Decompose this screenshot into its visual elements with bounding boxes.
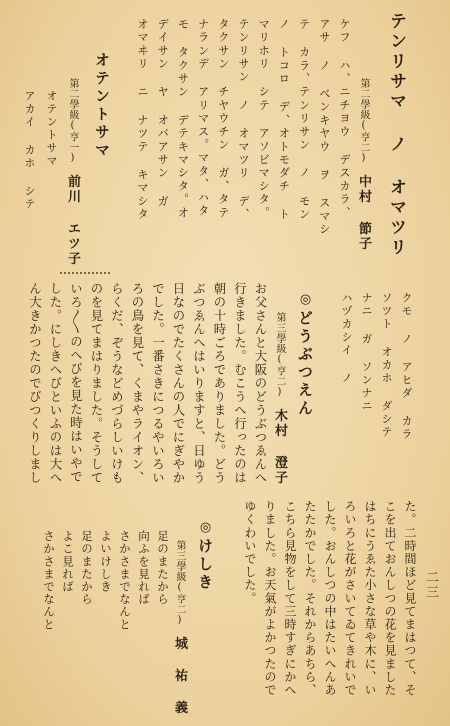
essay1c-line: たたかでした。それからあちら、 <box>303 500 317 697</box>
poem1-line: マリホリ シテ アソビマシタ。 <box>257 18 271 220</box>
poem1-author-name: 中村 節子 <box>356 174 371 252</box>
essay1-author-name: 木村 澄子 <box>272 408 287 486</box>
poem1c-line: ソツト オカホ ダシテ <box>380 292 393 439</box>
essay1-line: でした。一番さきにつるやいろい <box>150 282 166 485</box>
essay1c-line: ろいろと花がさいてゐてきれいで <box>343 500 357 697</box>
essay1-line: ろの鳥を見て、くまやライオン、 <box>130 282 145 485</box>
poem3-line: よこ見れば <box>61 530 75 593</box>
essay1-author <box>273 312 286 486</box>
poem1-line: テンリサン ノ オマツリ デ、 <box>237 18 250 222</box>
poem1-line: ナランデ アリマス。マタ、ハタ <box>196 18 210 218</box>
essay1-line: いろ〳〵のへびを見た時はいやで <box>68 282 84 484</box>
essay1-line: した。にしきへびといふのは大へ <box>48 282 63 485</box>
poem1-line: アサ ノ ベンキヤウ ヲ スマシ <box>317 18 331 237</box>
poem1-title: テンリサマ ノ オマツリ <box>386 12 406 258</box>
poem2-line-1: オテントサマ <box>45 90 58 168</box>
double-circle-icon: ◎ <box>198 520 213 538</box>
essay1-line: ぶつゑんへはいりますと、日ゆう <box>191 282 207 485</box>
poem2-author-grade: 第二學級(亨一) <box>67 78 78 164</box>
poem1-line: ケフ ハ、ニチヨウ デスカラ、 <box>338 18 351 220</box>
poem1c-line: ハヅカシイ ノ <box>340 292 353 385</box>
divider-rule <box>60 272 110 274</box>
page-number: 二三 <box>423 570 438 600</box>
essay1-line: 行きました。むこうへ行ったのは <box>232 282 248 485</box>
essay1c-line: した。おんしつの中はたいへんあ <box>323 500 337 697</box>
essay1-author-grade: 第三學級(亨二) <box>274 312 285 398</box>
poem1-line: テ カラ、テンリサン ノ モン <box>297 18 311 222</box>
poem3-author-name: 城 祐 義 <box>172 636 187 716</box>
essay1-line: 日なのでたくさんの人でにぎやか <box>171 282 186 485</box>
poem3-line: 足のまたから <box>80 530 94 606</box>
essay1-line: のを見てまはりました。そうして <box>89 282 104 485</box>
essay1c-line: た。二時間ほど見てまはつて、そ <box>403 500 417 697</box>
essay1-title <box>297 292 312 418</box>
poem2-line-2: アカイ カホ シテ <box>23 90 36 211</box>
poem2-author-name: 前川 エツ子 <box>65 174 80 267</box>
essay1-line: お父さんと大阪のどうぶつゑんへ <box>253 282 268 485</box>
poem2-author <box>66 78 79 267</box>
poem3-title <box>197 520 212 592</box>
essay1c-line: こを出ておんしつの花を見ました <box>383 500 397 697</box>
poem3-author-grade: 第三學級(亨二) <box>174 540 185 626</box>
poem2-title: オテントサマ <box>93 52 111 160</box>
poem1-line: モ タクサン デテキマシタ。オ <box>176 18 190 220</box>
essay1c-line: ゆくわいでした。 <box>243 500 257 605</box>
poem3-line: 向ふを見れば <box>137 530 151 606</box>
double-circle-icon: ◎ <box>298 292 313 310</box>
poem1-line: タクサン チヤウチン ガ、タテ <box>216 18 230 220</box>
essay1-line: ん大きかつたのでびつくりしまし <box>27 282 43 485</box>
poem3-line: 足のまたから <box>156 530 170 606</box>
poem3-line: さかさまでなんと <box>118 530 132 631</box>
poem3-line: よいけしき <box>99 530 113 593</box>
poem1-author <box>357 78 370 252</box>
essay1-title-text: どうぶつえん <box>296 310 314 418</box>
essay1c-line: はちにうゑた小さな草や木に、い <box>363 500 377 697</box>
essay1-line: 朝の十時ごろでありました。どう <box>212 282 227 485</box>
poem3-line: さかさまでなんと <box>42 530 56 631</box>
essay1c-line: こちら見物をして三時すぎにかへ <box>283 500 297 697</box>
poem1-line: デイサン ヤ オバアサン ガ <box>156 18 170 209</box>
poem1c-line: クモ ノ アヒダ カラ <box>400 292 413 441</box>
poem1-author-grade: 第二學級(亨二) <box>358 78 369 164</box>
poem1-line: ノ トコロ デ、オトモダチ ト <box>277 18 291 222</box>
poem1-line: オマヰリ ニ ナツテ キマシタ <box>136 18 149 222</box>
essay1c-line: りました。お天氣がよかつたので <box>263 500 277 697</box>
poem3-author <box>173 540 186 716</box>
essay1-line: らくだ、ぞうなどめづらしいけも <box>109 282 125 485</box>
poem3-title-text: けしき <box>196 538 214 592</box>
poem1c-line: ナニ ガ ソンナニ <box>360 292 373 413</box>
